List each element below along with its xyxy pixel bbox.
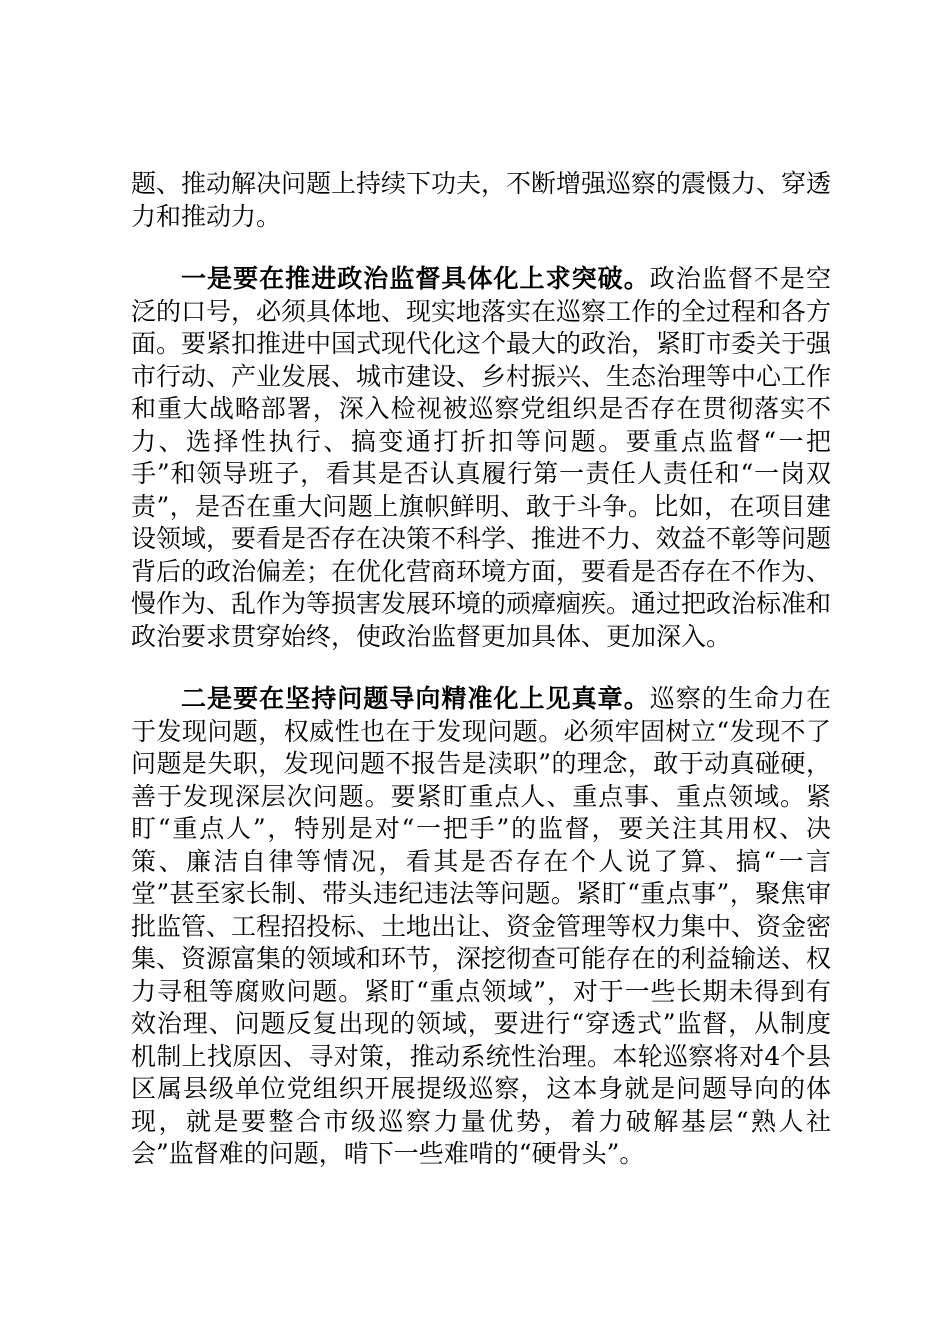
paragraph-lead-heading: 二是要在坚持问题导向精准化上见真章。 [181,684,650,713]
paragraph-lead-heading: 一是要在推进政治监督具体化上求突破。 [181,264,650,293]
section-paragraph-political-supervision [131,263,831,653]
paragraph-body: 政治监督不是空泛的口号，必须具体地、现实地落实在巡察工作的全过程和各方面。要紧扣推进中国式现代化这个最大的政治，紧盯市委关于强市行动、产业发展、城市建设、乡村振兴、生态治理等中心工作和重大战略部署，深入检视被巡察党组织是否存在贯彻落实不力、选择性执行、搞变通打折扣等问题。要重点监督“一把手”和领导班子，看其是否认真履行第一责任人责任和“一岗双责”，是否在重大问题上旗帜鲜明、敢于斗争。比如，在项目建设领域，要看是否存在决策不科学、推进不力、效益不彰等问题背后的政治偏差；在优化营商环境方面，要看是否存在不作为、慢作为、乱作为等损害发展环境的顽瘴痼疾。通过把政治标准和政治要求贯穿始终，使政治监督更加具体、更加深入。 [131,264,832,651]
continuation-paragraph [131,168,831,233]
paragraph-body: 巡察的生命力在于发现问题，权威性也在于发现问题。必须牢固树立“发现不了问题是失职，发现问题不报告是渎职”的理念，敢于动真碰硬，善于发现深层次问题。要紧盯重点人、重点事、重点领域。紧盯“重点人”，特别是对“一把手”的监督，要关注其用权、决策、廉洁自律等情况，看其是否存在个人说了算、搞“一言堂”甚至家长制、带头违纪违法等问题。紧盯“重点事”，聚焦审批监管、工程招投标、土地出让、资金管理等权力集中、资金密集、资源富集的领域和环节，深挖彻查可能存在的利益输送、权力寻租等腐败问题。紧盯“重点领域”，对于一些长期未得到有效治理、问题反复出现的领域，要进行“穿透式”监督，从制度机制上找原因、寻对策，推动系统性治理。本轮巡察将对4个县区属县级单位党组织开展提级巡察，这本身就是问题导向的体现，就是要整合市级巡察力量优势，着力破解基层“熟人社会”监督难的问题，啃下一些难啃的“硬骨头”。 [131,684,832,1168]
paragraph-body: 题、推动解决问题上持续下功夫，不断增强巡察的震慑力、穿透力和推动力。 [131,169,832,231]
document-page [131,168,831,1201]
section-paragraph-problem-orientation [131,683,831,1171]
